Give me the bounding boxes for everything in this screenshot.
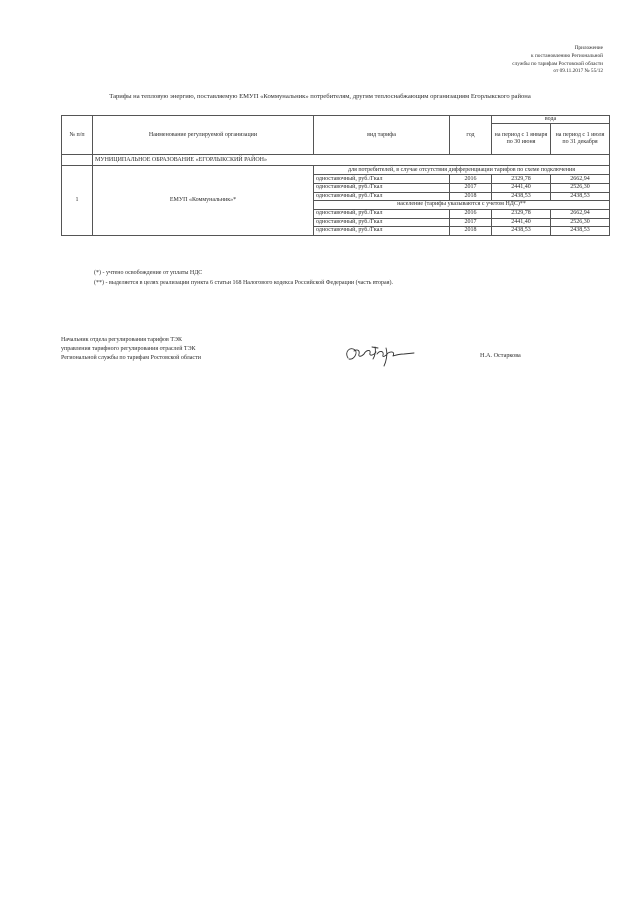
header-water: вода: [492, 116, 610, 124]
footnote-vat-allocation: (**) - выделяется в целях реализации пункта 6 статьи 168 Налогового кодекса Российской Федерации (часть вторая).: [94, 280, 393, 286]
signer-name: Н.А. Остаркова: [480, 352, 521, 359]
footnote-vat-exemption: (*) - учтено освобождение от уплаты НДС: [94, 270, 203, 276]
position-line: управления тарифного регулирования отраслей ТЭК: [61, 346, 196, 353]
handwritten-signature: [342, 342, 420, 368]
period-1-cell: 2441,40: [492, 184, 551, 193]
tariff-type-cell: одноставочный, руб./Гкал: [314, 227, 450, 236]
year-cell: 2017: [450, 184, 492, 193]
municipality-num-cell: [62, 155, 93, 166]
year-cell: 2016: [450, 210, 492, 219]
header-tariff-type: вид тарифа: [314, 116, 450, 155]
signatory-position: [61, 336, 201, 364]
year-cell: 2018: [450, 227, 492, 236]
period-1-cell: 2438,53: [492, 192, 551, 201]
document-title: Тарифы на тепловую энергию, поставляемую ЕМУП «Коммунальник» потребителям, другим теплоснабжающим организациям Егорлыкского района: [109, 93, 531, 100]
header-organization: Наименование регулируемой организации: [93, 116, 314, 155]
appendix-header: [453, 45, 603, 76]
population-label: население (тарифы указываются с учетом НДС)**: [314, 201, 610, 210]
header-period-1: на период с 1 января по 30 июня: [492, 124, 551, 155]
appendix-line: от 09.11.2017 № 55/12: [553, 68, 603, 75]
municipality-name: МУНИЦИПАЛЬНОЕ ОБРАЗОВАНИЕ «ЕГОРЛЫКСКИЙ РАЙОН»: [93, 155, 610, 166]
tariff-type-cell: одноставочный, руб./Гкал: [314, 210, 450, 219]
appendix-line: службы по тарифам Ростовской области: [512, 60, 603, 67]
tariff-type-cell: одноставочный, руб./Гкал: [314, 192, 450, 201]
appendix-line: Приложение: [574, 45, 603, 51]
period-2-cell: 2438,53: [551, 192, 610, 201]
row-number: 1: [62, 166, 93, 236]
period-2-cell: 2438,53: [551, 227, 610, 236]
year-cell: 2017: [450, 218, 492, 227]
consumers-label: для потребителей, в случае отсутствия дифференциации тарифов по схеме подключения: [314, 166, 610, 175]
position-line: Начальник отдела регулирования тарифов ТЭК: [61, 337, 182, 343]
period-2-cell: 2662,94: [551, 175, 610, 184]
year-cell: 2018: [450, 192, 492, 201]
footnotes: [94, 268, 393, 288]
period-1-cell: 2441,40: [492, 218, 551, 227]
year-cell: 2016: [450, 175, 492, 184]
period-2-cell: 2526,30: [551, 218, 610, 227]
appendix-line: к постановлению Региональной: [531, 52, 603, 59]
tariff-table: [61, 115, 610, 236]
period-1-cell: 2438,53: [492, 227, 551, 236]
period-2-cell: 2662,94: [551, 210, 610, 219]
header-year: год: [450, 116, 492, 155]
period-1-cell: 2329,78: [492, 175, 551, 184]
position-line: Региональной службы по тарифам Ростовской области: [61, 355, 201, 362]
organization-name: ЕМУП «Коммунальник»*: [93, 166, 314, 236]
tariff-type-cell: одноставочный, руб./Гкал: [314, 175, 450, 184]
period-2-cell: 2526,30: [551, 184, 610, 193]
period-1-cell: 2329,78: [492, 210, 551, 219]
tariff-type-cell: одноставочный, руб./Гкал: [314, 218, 450, 227]
tariff-type-cell: одноставочный, руб./Гкал: [314, 184, 450, 193]
header-period-2: на период с 1 июля по 31 декабря: [551, 124, 610, 155]
header-num: № п/п: [62, 116, 93, 155]
